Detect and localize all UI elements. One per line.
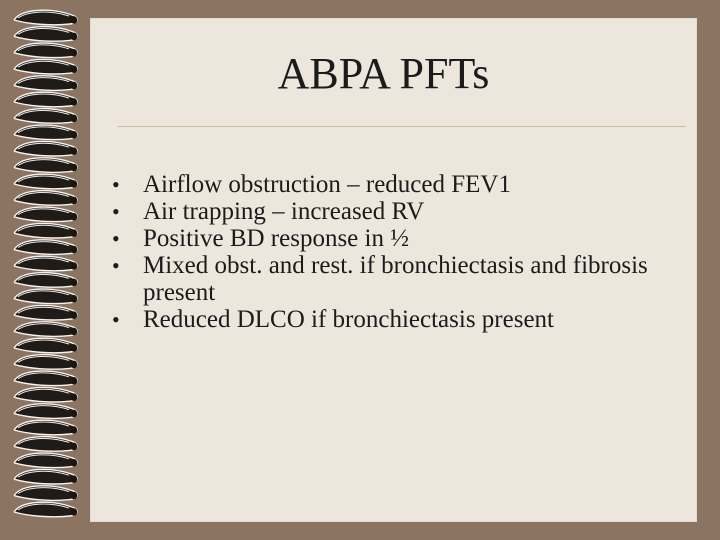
title-divider (118, 126, 686, 127)
bullet-item (112, 198, 672, 225)
bullet-item (112, 306, 672, 333)
bullet-text: Air trapping – increased RV (143, 198, 425, 225)
binding-hole (71, 262, 77, 270)
slide-title: ABPA PFTs (277, 49, 490, 98)
binding-hole (71, 279, 77, 287)
binding-hole (71, 475, 77, 483)
spiral-binding-icon (0, 0, 100, 540)
binding-hole (71, 246, 77, 254)
bullet-text: Positive BD response in ½ (143, 225, 409, 252)
binding-hole (71, 131, 77, 139)
bullet-text: Airflow obstruction – reduced FEV1 (143, 171, 511, 198)
bullet-item (112, 252, 672, 306)
binding-hole (71, 229, 77, 237)
binding-hole (71, 311, 77, 319)
bullet-list (112, 171, 672, 333)
binding-hole (71, 180, 77, 188)
binding-hole (71, 377, 77, 385)
bullet-text: Reduced DLCO if bronchiectasis present (143, 306, 554, 333)
binding-hole (71, 65, 77, 73)
binding-hole (71, 361, 77, 369)
binding-hole (71, 147, 77, 155)
binding-hole (71, 164, 77, 172)
binding-hole (71, 508, 77, 516)
binding-hole (71, 49, 77, 57)
bullet-icon: • (112, 226, 120, 251)
binding-hole (71, 393, 77, 401)
binding-hole (71, 344, 77, 352)
bullet-item (112, 225, 672, 252)
binding-hole (71, 33, 77, 41)
bullet-icon: • (112, 172, 120, 197)
bullet-icon: • (112, 307, 120, 332)
binding-hole (71, 115, 77, 123)
binding-hole (71, 213, 77, 221)
binding-hole (71, 197, 77, 205)
binding-hole (71, 426, 77, 434)
binding-hole (71, 98, 77, 106)
bullet-icon: • (112, 253, 120, 278)
binding-hole (71, 328, 77, 336)
binding-hole (71, 459, 77, 467)
binding-hole (71, 492, 77, 500)
binding-hole (71, 82, 77, 90)
binding-hole (71, 16, 77, 24)
bullet-item (112, 171, 672, 198)
binding-hole (71, 295, 77, 303)
binding-hole (71, 410, 77, 418)
bullet-icon: • (112, 199, 120, 224)
bullet-text: Mixed obst. and rest. if bronchiectasis and fibrosis present (143, 252, 648, 306)
binding-hole (71, 443, 77, 451)
